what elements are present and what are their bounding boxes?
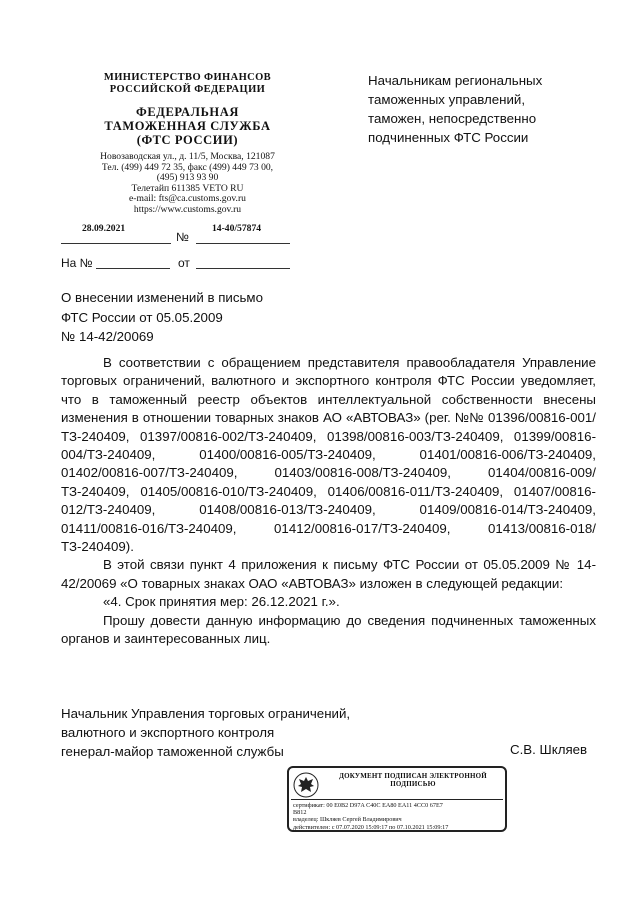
position-line: генерал-майор таможенной службы: [61, 744, 284, 759]
signer-position: [61, 704, 421, 761]
service-line: (ФТС РОССИИ): [136, 133, 239, 147]
website-line: https://www.customs.gov.ru: [133, 203, 242, 215]
service-line: ТАМОЖЕННАЯ СЛУЖБА: [104, 119, 271, 133]
body-paragraph: В этой связи пункт 4 приложения к письму ФТС России от 05.05.2009 № 14-42/20069 «О товарных знаках ОАО «АВТОВАЗ» изложен в следующей редакции:: [61, 557, 596, 591]
addressee-block: [368, 71, 608, 147]
ministry-name: [60, 72, 315, 96]
phone-line: Тел. (499) 449 72 35, факс (499) 449 73 00,: [101, 161, 274, 173]
body-paragraph: В соответствии с обращением представителя правообладателя Управление торговых ограничений, валютного и экспортного контроля ФТС России уведомляет, что в таможенный реестр объектов интеллектуальной собственности внесены изменения в отношении товарных знаков АО «АВТОВАЗ» (рег. №№ 01396/00816-001/ТЗ-240409, 01397/00816-002/ТЗ-240409, 01398/00816-003/ТЗ-240409, 01399/00816-004/ТЗ-240409, 01400/00816-005/ТЗ-240409, 01401/00816-006/ТЗ-240409, 01402/00816-007/ТЗ-240409, 01403/00816-008/ТЗ-240409, 01404/00816-009/ТЗ-240409, 01405/00816-010/ТЗ-240409, 01406/00816-011/ТЗ-240409, 01407/00816-012/ТЗ-240409, 01408/00816-013/ТЗ-240409, 01409/00816-014/ТЗ-240409, 01411/00816-016/ТЗ-240409, 01412/00816-017/ТЗ-240409, 01413/00816-018/ТЗ-240409).: [61, 355, 596, 555]
addressee-line: Начальникам региональных: [368, 73, 543, 88]
contact-block: [60, 152, 315, 216]
body-paragraph: Прошу довести данную информацию до сведения подчиненных таможенных органов и заинтересованных лиц.: [61, 612, 596, 647]
subject-line: № 14-42/20069: [61, 329, 154, 344]
position-line: Начальник Управления торговых ограничений,: [61, 706, 351, 721]
stamp-title-line: ПОДПИСЬЮ: [390, 780, 436, 788]
addressee-line: таможенных управлений,: [368, 92, 526, 107]
address-line: Новозаводская ул., д. 11/5, Москва, 121087: [100, 151, 275, 162]
number-underline: [196, 243, 290, 244]
subject-line: ФТС России от 05.05.2009: [61, 309, 223, 325]
ministry-line: РОССИЙСКОЙ ФЕДЕРАЦИИ: [109, 84, 266, 95]
certificate-line: B812: [293, 809, 307, 817]
service-name: [60, 105, 315, 147]
letter-date: 28.09.2021: [82, 223, 126, 234]
phone-line: (495) 913 93 90: [156, 172, 219, 184]
reference-label: На №: [61, 256, 93, 270]
validity-line: действителен: с 07.07.2020 15:09:17 по 07.10.2021 15:09:17: [293, 823, 449, 831]
letter-subject: [61, 288, 321, 347]
signer-name: С.В. Шкляев: [510, 742, 588, 757]
letter-body: [61, 354, 596, 649]
reference-underline: [96, 268, 170, 269]
letter-number: 14-40/57874: [212, 223, 262, 234]
addressee-line: таможен, непосредственно: [368, 111, 537, 126]
number-sign: №: [176, 230, 189, 244]
from-underline: [196, 268, 290, 269]
ministry-line: МИНИСТЕРСТВО ФИНАНСОВ: [103, 72, 272, 83]
eagle-emblem-icon: [293, 772, 319, 798]
stamp-title: [323, 772, 503, 788]
position-line: валютного и экспортного контроля: [61, 725, 275, 740]
stamp-details: [293, 802, 503, 831]
date-underline: [61, 243, 171, 244]
owner-line: владелец: Шкляев Сергей Владимирович: [293, 816, 402, 824]
subject-line: О внесении изменений в письмо: [61, 290, 263, 305]
body-paragraph: «4. Срок принятия мер: 26.12.2021 г.».: [103, 594, 340, 610]
from-label: от: [178, 256, 190, 270]
certificate-line: сертификат: 00 E0B2 D97A C40C EA80 EA11 4CC0 67E7: [293, 802, 443, 809]
service-line: ФЕДЕРАЛЬНАЯ: [135, 105, 240, 119]
stamp-divider: [291, 799, 503, 800]
email-line: e-mail: fts@ca.customs.gov.ru: [129, 193, 246, 205]
teletype-line: Телетайп 611385 VETO RU: [131, 182, 244, 194]
e-signature-stamp: [287, 766, 507, 832]
stamp-title-line: ДОКУМЕНТ ПОДПИСАН ЭЛЕКТРОННОЙ: [339, 772, 487, 780]
addressee-line: подчиненных ФТС России: [368, 130, 529, 145]
